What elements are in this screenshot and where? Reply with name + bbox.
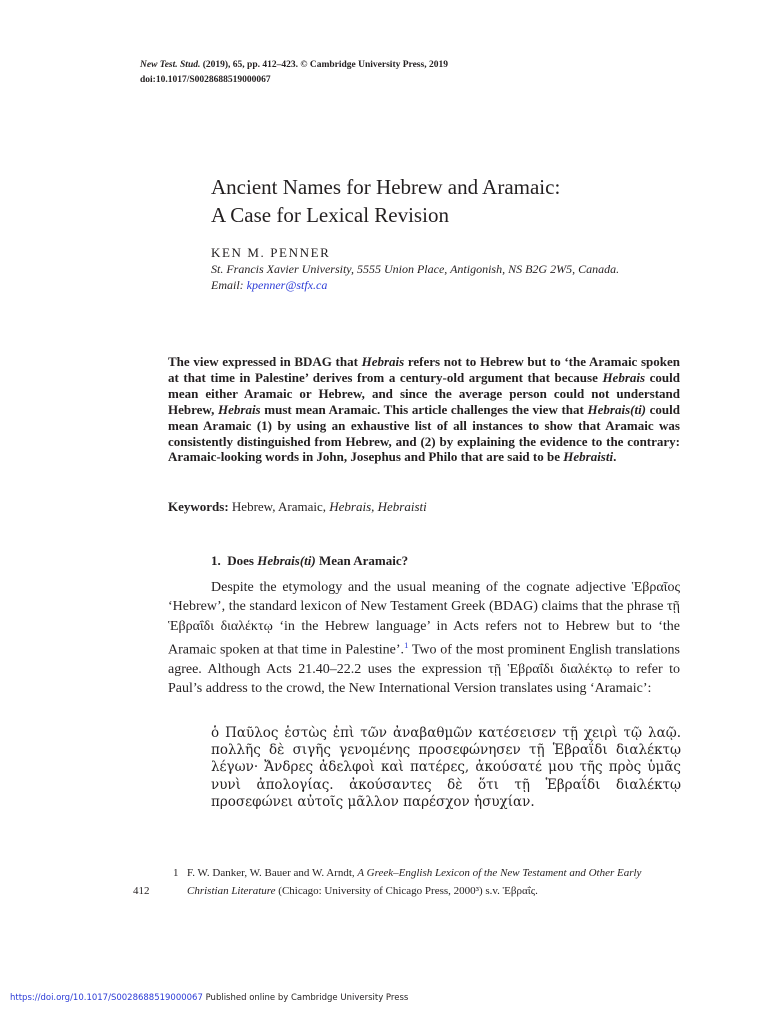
abstract-text: . (613, 449, 617, 465)
author-email (211, 277, 619, 293)
footnote-number: 1 (173, 867, 179, 879)
doi-link[interactable]: https://doi.org/10.1017/S0028688519000067 (10, 993, 203, 1003)
footnote-ref[interactable]: 1 (404, 639, 409, 650)
section-heading (211, 553, 408, 569)
page-number: 412 (133, 885, 150, 897)
header-doi: doi:10.1017/S0028688519000067 (140, 75, 271, 85)
author-name: KEN M. PENNER (211, 245, 331, 260)
title-line-2: A Case for Lexical Revision (211, 203, 449, 227)
abstract-text: could mean either Aramaic or Hebrew, and since the average person could not understand Hebrew, (168, 369, 680, 417)
email-link[interactable]: kpenner@stfx.ca (246, 278, 328, 292)
page-footer (10, 993, 408, 1003)
section-title-term: Hebrais(ti) (257, 553, 316, 568)
abstract-term: Hebrais (602, 369, 646, 385)
abstract-text: The view expressed in BDAG that (168, 354, 362, 369)
author-affiliation (211, 261, 619, 293)
article-title (211, 173, 560, 229)
block-quote-greek: ὁ Παῦλος ἑστὼς ἐπὶ τῶν ἀναβαθμῶν κατέσεισεν τῇ χειρὶ τῷ λαῷ. πολλῆς δὲ σιγῆς γενομένης προσεφώνησεν τῇ Ἑβραΐδι διαλέκτῳ λέγων· Ἄνδρες ἀδελφοὶ καὶ πατέρες, ἀκούσατέ μου τῆς πρὸς ὑμᾶς νυνὶ ἀπολογίας. ἀκούσαντες δὲ ὅτι τῇ Ἑβραΐδι διαλέκτῳ προσεφώνει αὐτοῖς μᾶλλον παρέσχον ἡσυχίαν. (211, 725, 681, 810)
abstract-term: Hebrais (361, 354, 405, 369)
body-paragraph (168, 578, 680, 698)
journal-citation (140, 58, 448, 73)
keywords (168, 499, 427, 515)
journal-header (140, 58, 448, 88)
paragraph-text: Two of the most prominent English translations agree. Although Acts 21.40–22.2 uses the expression τῇ Ἑβραΐδι διαλέκτῳ to refer to Paul’s address to the crowd, the New International Version translates using ‘Aramaic’: (168, 642, 680, 697)
footnote-title: A Greek–English Lexicon of the New Testament and Other Early Christian Literature (187, 867, 642, 897)
footer-text: Published online by Cambridge University Press (202, 993, 409, 1003)
journal-name: New Test. Stud. (140, 60, 201, 70)
affiliation-address: St. Francis Xavier University, 5555 Union Place, Antigonish, NS B2G 2W5, Canada. (211, 262, 620, 276)
keywords-list-italic: Hebrais, Hebraisti (329, 499, 427, 514)
abstract-text: refers not to Hebrew but to ‘the Aramaic spoken at that time in Palestine’ derives from a century-old argument that because (168, 354, 680, 385)
paragraph-text: Despite the etymology and the usual meaning of the cognate adjective Ἑβραῖος ‘Hebrew’, the standard lexicon of New Testament Greek (BDAG) claims that the phrase τῇ Ἑβραΐδι διαλέκτῳ ‘in the Hebrew language’ in Acts refers not to Hebrew but to ‘the Aramaic spoken at that time in Palestine’. (168, 580, 680, 658)
abstract-term: Hebraisti (563, 449, 614, 465)
footnote-publication: (Chicago: University of Chicago Press, 2000³) s.v. Ἑβραΐς. (275, 885, 538, 897)
footnote-text (173, 864, 681, 900)
abstract-term: Hebrais (218, 401, 261, 417)
section-number: 1. (211, 553, 221, 568)
footnote-authors: F. W. Danker, W. Bauer and W. Arndt, (187, 867, 358, 879)
citation-details: (2019), 65, pp. 412–423. © Cambridge University Press, 2019 (200, 60, 448, 70)
abstract-text: could mean Aramaic (1) by using an exhaustive list of all instances to show that Aramaic was consistently distinguished from Hebrew, and (2) by explaining the evidence to the contrary: Aramaic-looking words in John, Josephus and Philo that are said to be (168, 401, 681, 465)
keywords-label: Keywords: (168, 499, 229, 514)
email-label: Email: (211, 278, 247, 292)
section-title: Mean Aramaic? (315, 553, 409, 568)
section-title: Does (227, 553, 258, 568)
title-line-1: Ancient Names for Hebrew and Aramaic: (211, 175, 561, 199)
abstract-text: must mean Aramaic. This article challenges the view that (260, 401, 588, 417)
footnote (173, 864, 681, 900)
abstract (168, 354, 680, 465)
keywords-list: Hebrew, Aramaic, (228, 499, 330, 514)
abstract-term: Hebrais(ti) (587, 401, 647, 417)
